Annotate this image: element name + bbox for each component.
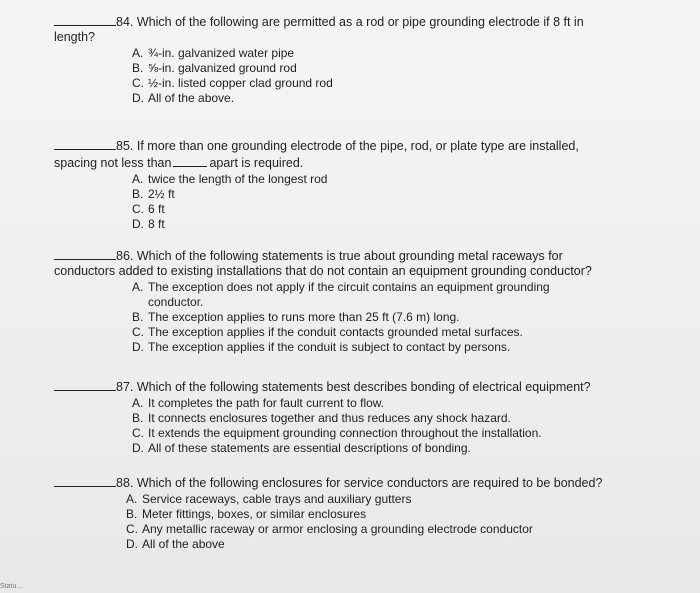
option-letter: A. xyxy=(132,46,144,60)
question-stem xyxy=(54,13,584,30)
option-a xyxy=(126,492,602,507)
option-text: Meter fittings, boxes, or similar enclosures xyxy=(142,507,367,521)
question-stem xyxy=(54,378,591,395)
option-a xyxy=(132,46,584,61)
option-d xyxy=(132,91,584,106)
option-letter: B. xyxy=(126,507,138,521)
option-b xyxy=(132,61,584,76)
option-c xyxy=(126,522,602,537)
option-text: ¾-in. galvanized water pipe xyxy=(148,46,295,60)
question-text: Which of the following enclosures for service conductors are required to be bonded? xyxy=(136,476,603,490)
option-a xyxy=(132,280,592,295)
option-text: All of the above xyxy=(142,537,225,551)
question-text: If more than one grounding electrode of the pipe, rod, or plate type are installed, xyxy=(136,139,579,153)
option-text: 2½ ft xyxy=(148,187,175,201)
question-text: Which of the following statements best describes bonding of electrical equipment? xyxy=(136,380,591,394)
option-letter: B. xyxy=(132,61,144,75)
option-text: twice the length of the longest rod xyxy=(148,172,328,186)
options-list xyxy=(132,396,591,456)
option-letter: A. xyxy=(126,492,138,506)
option-text: 8 ft xyxy=(148,217,165,231)
option-letter: C. xyxy=(132,202,144,216)
option-text: The exception does not apply if the circuit contains an equipment grounding xyxy=(148,280,550,294)
answer-blank[interactable] xyxy=(54,137,116,150)
option-text: The exception applies if the conduit contacts grounded metal surfaces. xyxy=(148,325,523,339)
option-letter: D. xyxy=(132,91,144,105)
option-letter: A. xyxy=(132,280,144,294)
option-c xyxy=(132,426,591,441)
question-text-part: spacing not less than xyxy=(54,156,172,170)
answer-blank[interactable] xyxy=(54,378,116,391)
options-list xyxy=(132,172,579,232)
options-list xyxy=(132,280,592,355)
footer-fragment: Statu... xyxy=(0,583,23,590)
option-text: ½-in. listed copper clad ground rod xyxy=(148,76,333,90)
option-text: The exception applies to runs more than 25 ft (7.6 m) long. xyxy=(148,310,460,324)
answer-blank[interactable] xyxy=(54,247,116,260)
options-list xyxy=(126,492,602,552)
option-text: conductor. xyxy=(148,295,204,309)
question-number: 87. xyxy=(116,380,134,394)
option-b xyxy=(126,507,602,522)
option-letter: B. xyxy=(132,187,144,201)
question-88 xyxy=(54,474,602,552)
option-d xyxy=(132,217,579,232)
option-text: Service raceways, cable trays and auxiliary gutters xyxy=(142,492,412,506)
question-text-continued xyxy=(54,154,579,171)
option-letter: D. xyxy=(132,340,144,354)
option-d xyxy=(132,441,591,456)
option-text: It connects enclosures together and thus reduces any shock hazard. xyxy=(148,411,511,425)
option-c xyxy=(132,202,579,217)
option-a xyxy=(132,172,579,187)
question-stem xyxy=(54,247,592,264)
option-letter: C. xyxy=(132,325,144,339)
option-text: It extends the equipment grounding connection throughout the installation. xyxy=(148,426,542,440)
option-a-continued xyxy=(132,295,592,310)
option-letter: B. xyxy=(132,310,144,324)
option-text: All of the above. xyxy=(148,91,235,105)
question-84 xyxy=(54,13,584,106)
option-letter: D. xyxy=(126,537,138,551)
option-text: It completes the path for fault current to flow. xyxy=(148,396,385,410)
question-85 xyxy=(54,137,579,232)
option-letter: C. xyxy=(126,522,138,536)
option-d xyxy=(126,537,602,552)
option-c xyxy=(132,76,584,91)
option-letter: D. xyxy=(132,217,144,231)
answer-blank[interactable] xyxy=(54,474,116,487)
question-number: 84. xyxy=(116,15,134,29)
option-text: Any metallic raceway or armor enclosing a grounding electrode conductor xyxy=(142,522,533,536)
option-text: ⅝-in. galvanized ground rod xyxy=(148,61,297,75)
question-number: 88. xyxy=(116,476,134,490)
option-letter: C. xyxy=(132,426,144,440)
question-86 xyxy=(54,247,592,355)
answer-blank[interactable] xyxy=(54,13,116,26)
option-letter: A. xyxy=(132,172,144,186)
question-text-continued: conductors added to existing installations that do not contain an equipment grounding conductor? xyxy=(54,264,592,278)
option-letter: C. xyxy=(132,76,144,90)
question-text: Which of the following statements is true about grounding metal raceways for xyxy=(136,249,563,263)
option-c xyxy=(132,325,592,340)
option-d xyxy=(132,340,592,355)
option-letter: B. xyxy=(132,411,144,425)
option-b xyxy=(132,411,591,426)
option-a xyxy=(132,396,591,411)
option-b xyxy=(132,187,579,202)
question-87 xyxy=(54,378,591,456)
option-letter: D. xyxy=(132,441,144,455)
option-b xyxy=(132,310,592,325)
option-text: The exception applies if the conduit is subject to contact by persons. xyxy=(148,340,511,354)
option-text: All of these statements are essential descriptions of bonding. xyxy=(148,441,471,455)
question-stem xyxy=(54,137,579,154)
option-letter: A. xyxy=(132,396,144,410)
inline-answer-blank[interactable] xyxy=(173,154,207,167)
question-text-continued: length? xyxy=(54,30,96,44)
options-list xyxy=(132,46,584,106)
question-stem xyxy=(54,474,602,491)
question-number: 85. xyxy=(116,139,134,153)
question-text: Which of the following are permitted as a rod or pipe grounding electrode if 8 ft in xyxy=(136,15,584,29)
option-text: 6 ft xyxy=(148,202,165,216)
question-text-part: apart is required. xyxy=(209,156,304,170)
question-number: 86. xyxy=(116,249,134,263)
